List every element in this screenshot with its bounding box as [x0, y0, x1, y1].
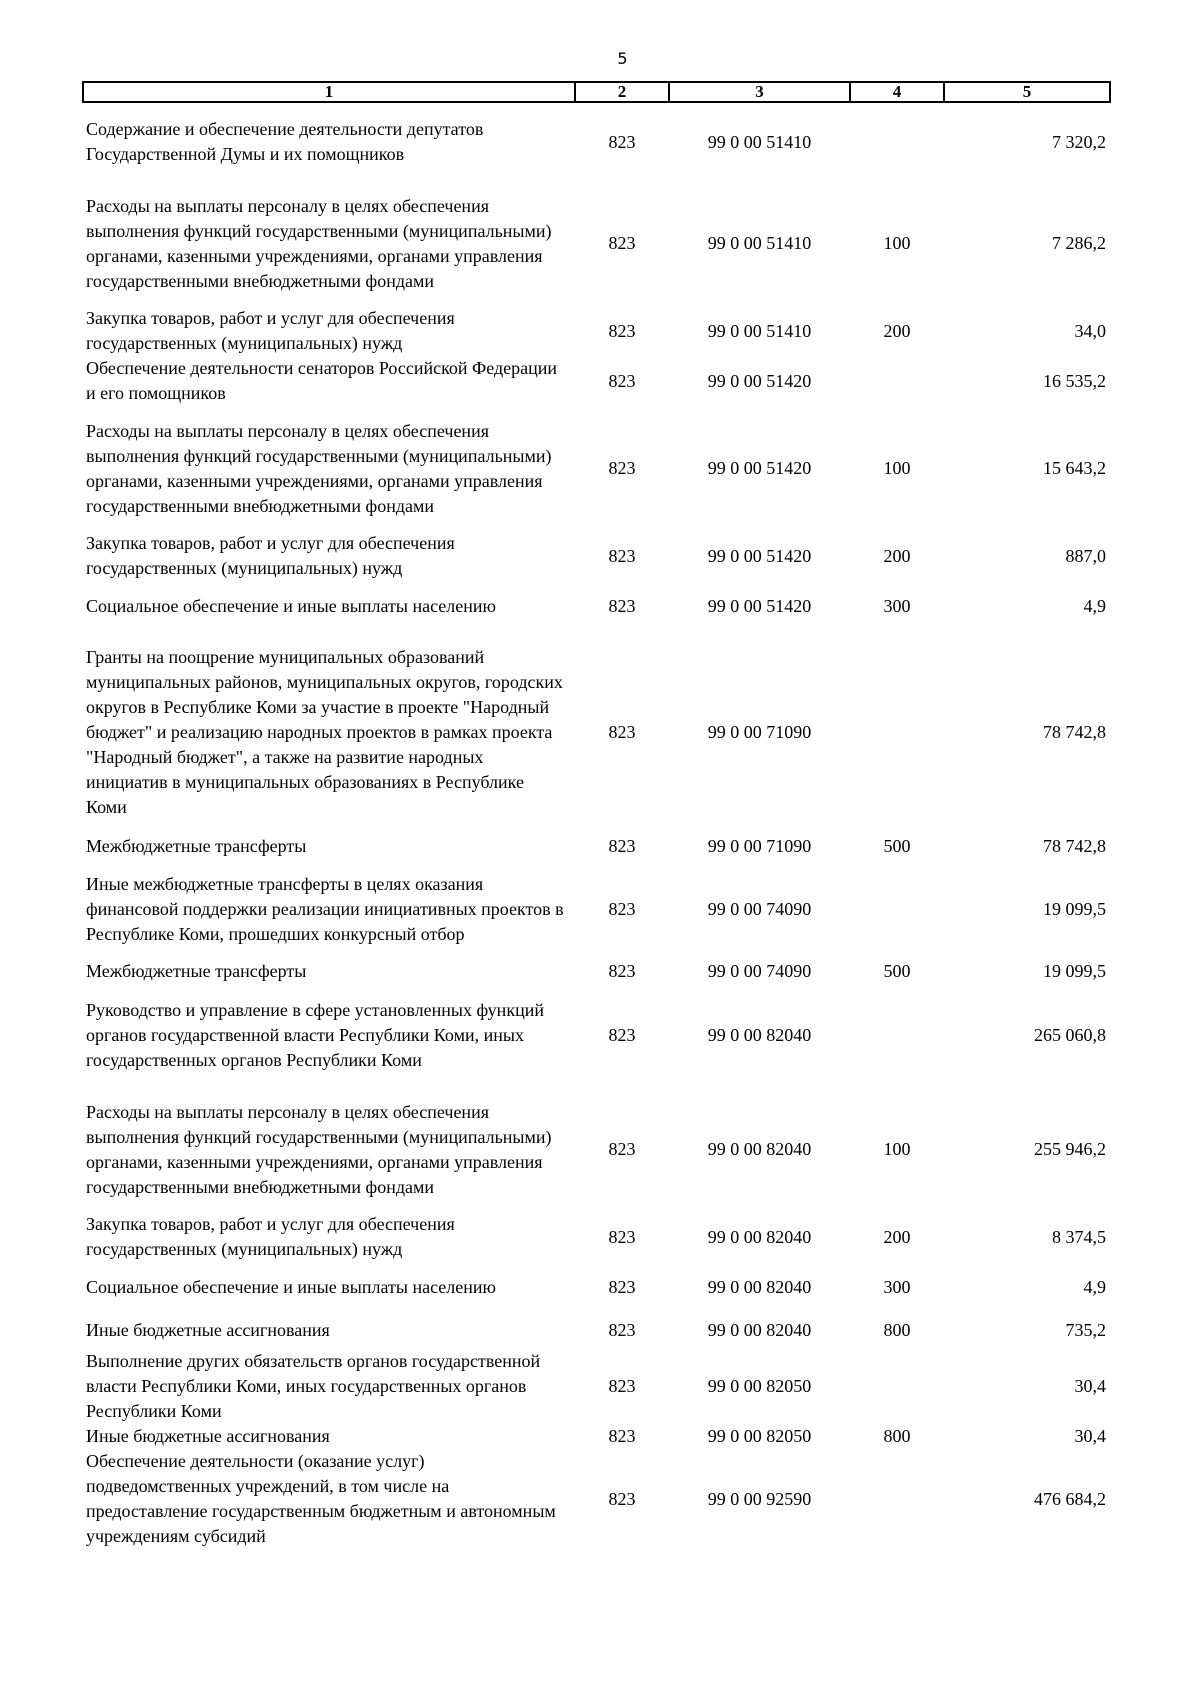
column-header-1: 1 — [83, 82, 575, 102]
row-name: Закупка товаров, работ и услуг для обеспечения государственных (муниципальных) нужд — [86, 1214, 455, 1259]
row-ministry: 823 — [608, 370, 636, 391]
row-name: Иные бюджетные ассигнования — [86, 1320, 330, 1340]
row-expense-type: 300 — [883, 595, 911, 616]
row-ministry: 823 — [608, 458, 636, 478]
row-amount: 34,0 — [1074, 320, 1106, 341]
row-target-article: 99 0 00 82040 — [707, 1025, 812, 1045]
row-amount: 15 643,2 — [1043, 458, 1106, 478]
budget-table — [82, 81, 1111, 1549]
row-ministry: 823 — [608, 595, 636, 616]
row-name: Социальное обеспечение и иные выплаты населению — [86, 1276, 496, 1297]
row-expense-type — [850, 356, 944, 406]
table-row — [83, 959, 1110, 984]
row-name: Расходы на выплаты персоналу в целях обеспечения выполнения функций государственными (муниципальными) органами, казенными учреждениями, органами управления государственными внебюджетными фондами — [86, 420, 552, 516]
table-row — [83, 1262, 1110, 1312]
row-amount: 4,9 — [1083, 1276, 1106, 1297]
row-amount: 16 535,2 — [1043, 370, 1106, 391]
table-row — [83, 406, 1110, 531]
table-row — [83, 531, 1110, 581]
row-target-article: 99 0 00 51410 — [707, 233, 812, 253]
row-expense-type — [850, 1449, 944, 1549]
row-target-article: 99 0 00 51420 — [707, 458, 812, 478]
row-amount: 265 060,8 — [1034, 1025, 1106, 1045]
row-ministry: 823 — [608, 545, 636, 566]
row-target-article: 99 0 00 74090 — [707, 898, 812, 919]
row-ministry: 823 — [608, 836, 636, 856]
row-expense-type: 100 — [883, 1139, 911, 1159]
row-amount: 30,4 — [1074, 1426, 1106, 1446]
table-row — [83, 1449, 1110, 1549]
spacer-row — [83, 631, 1110, 645]
row-expense-type: 800 — [883, 1426, 911, 1446]
row-expense-type — [850, 859, 944, 959]
row-target-article: 99 0 00 82050 — [707, 1376, 812, 1396]
row-ministry: 823 — [608, 1025, 636, 1045]
row-target-article: 99 0 00 92590 — [707, 1488, 812, 1509]
row-name: Расходы на выплаты персоналу в целях обеспечения выполнения функций государственными (муниципальными) органами, казенными учреждениями, органами управления государственными внебюджетными фондами — [86, 195, 552, 291]
row-name: Гранты на поощрение муниципальных образований муниципальных районов, муниципальных округов, городских округов в Республике Коми за участие в проекте "Народный бюджет" и реализацию народных проектов в рамках проекта "Народный бюджет", а также на развитие народных инициатив в муниципальных образованиях в Республике Коми — [86, 647, 563, 817]
row-name: Расходы на выплаты персоналу в целях обеспечения выполнения функций государственными (муниципальными) органами, казенными учреждениями, органами управления государственными внебюджетными фондами — [86, 1101, 552, 1197]
row-expense-type: 500 — [883, 836, 911, 856]
row-name: Иные бюджетные ассигнования — [86, 1426, 330, 1446]
row-expense-type — [850, 117, 944, 167]
row-name: Иные межбюджетные трансферты в целях оказания финансовой поддержки реализации инициативных проектов в Республике Коми, прошедших конкурсный отбор — [86, 873, 564, 944]
spacer-row — [83, 1073, 1110, 1087]
table-row — [83, 581, 1110, 631]
row-target-article: 99 0 00 82040 — [707, 1320, 812, 1340]
row-amount: 4,9 — [1083, 595, 1106, 616]
row-target-article: 99 0 00 74090 — [707, 961, 812, 981]
row-expense-type — [850, 1349, 944, 1424]
table-row — [83, 859, 1110, 959]
row-ministry: 823 — [608, 1276, 636, 1297]
row-expense-type: 200 — [883, 1226, 911, 1247]
row-target-article: 99 0 00 51420 — [707, 595, 812, 616]
row-ministry: 823 — [608, 233, 636, 253]
row-ministry: 823 — [608, 961, 636, 981]
spacer-row — [83, 984, 1110, 998]
column-header-5: 5 — [944, 82, 1110, 102]
row-expense-type: 100 — [883, 233, 911, 253]
row-ministry: 823 — [608, 1139, 636, 1159]
row-amount: 7 286,2 — [1052, 233, 1106, 253]
row-target-article: 99 0 00 51420 — [707, 545, 812, 566]
row-amount: 255 946,2 — [1034, 1139, 1106, 1159]
table-row — [83, 834, 1110, 859]
row-name: Закупка товаров, работ и услуг для обеспечения государственных (муниципальных) нужд — [86, 533, 455, 578]
row-name: Закупка товаров, работ и услуг для обеспечения государственных (муниципальных) нужд — [86, 308, 455, 353]
row-ministry: 823 — [608, 1226, 636, 1247]
row-amount: 19 099,5 — [1043, 898, 1106, 919]
table-row — [83, 998, 1110, 1073]
row-amount: 78 742,8 — [1043, 722, 1106, 742]
row-target-article: 99 0 00 71090 — [707, 722, 812, 742]
table-row — [83, 1087, 1110, 1212]
column-header-4: 4 — [850, 82, 944, 102]
page-number: 5 — [617, 49, 628, 68]
row-ministry: 823 — [608, 1488, 636, 1509]
row-expense-type: 200 — [883, 320, 911, 341]
row-target-article: 99 0 00 82040 — [707, 1226, 812, 1247]
row-ministry: 823 — [608, 722, 636, 742]
row-amount: 30,4 — [1074, 1376, 1106, 1396]
row-expense-type — [850, 645, 944, 820]
row-name: Выполнение других обязательств органов государственной власти Республики Коми, иных государственных органов Республики Коми — [86, 1351, 541, 1421]
column-header-2: 2 — [575, 82, 669, 102]
row-ministry: 823 — [608, 131, 636, 152]
row-name: Межбюджетные трансферты — [86, 961, 307, 981]
header-row — [83, 82, 1110, 102]
row-expense-type: 200 — [883, 545, 911, 566]
table-row — [83, 1424, 1110, 1449]
row-ministry: 823 — [608, 320, 636, 341]
row-name: Социальное обеспечение и иные выплаты населению — [86, 595, 496, 616]
table-row — [83, 1212, 1110, 1262]
row-name: Руководство и управление в сфере установленных функций органов государственной власти Республики Коми, иных государственных органов Республики Коми — [86, 1000, 544, 1070]
column-header-3: 3 — [669, 82, 850, 102]
spacer-row — [83, 167, 1110, 181]
row-expense-type: 100 — [883, 458, 911, 478]
row-ministry: 823 — [608, 1320, 636, 1340]
row-name: Обеспечение деятельности (оказание услуг) подведомственных учреждений, в том числе на предоставление государственным бюджетным и автономным учреждениям субсидий — [86, 1451, 556, 1546]
row-amount: 735,2 — [1065, 1320, 1106, 1340]
row-name: Обеспечение деятельности сенаторов Российской Федерации и его помощников — [86, 358, 558, 403]
table-row — [83, 1349, 1110, 1424]
row-ministry: 823 — [608, 898, 636, 919]
row-amount: 7 320,2 — [1052, 131, 1106, 152]
row-ministry: 823 — [608, 1426, 636, 1446]
row-amount: 19 099,5 — [1043, 961, 1106, 981]
row-target-article: 99 0 00 51410 — [707, 320, 812, 341]
table-row — [83, 356, 1110, 406]
spacer-row — [83, 820, 1110, 834]
row-target-article: 99 0 00 71090 — [707, 836, 812, 856]
table-row — [83, 117, 1110, 167]
table-row — [83, 645, 1110, 820]
row-amount: 8 374,5 — [1052, 1226, 1106, 1247]
row-amount: 476 684,2 — [1034, 1488, 1106, 1509]
row-expense-type: 800 — [883, 1320, 911, 1340]
row-name: Межбюджетные трансферты — [86, 836, 307, 856]
row-ministry: 823 — [608, 1376, 636, 1396]
row-target-article: 99 0 00 51420 — [707, 370, 812, 391]
row-target-article: 99 0 00 82050 — [707, 1426, 812, 1446]
table-row — [83, 181, 1110, 306]
row-expense-type: 500 — [883, 961, 911, 981]
row-target-article: 99 0 00 51410 — [707, 131, 812, 152]
row-target-article: 99 0 00 82040 — [707, 1276, 812, 1297]
row-expense-type — [850, 998, 944, 1073]
spacer-row — [83, 102, 1110, 117]
table-row — [83, 306, 1110, 356]
table-row — [83, 1312, 1110, 1349]
row-expense-type: 300 — [883, 1276, 911, 1297]
row-amount: 887,0 — [1065, 545, 1106, 566]
row-amount: 78 742,8 — [1043, 836, 1106, 856]
row-target-article: 99 0 00 82040 — [707, 1139, 812, 1159]
row-name: Содержание и обеспечение деятельности депутатов Государственной Думы и их помощников — [86, 119, 484, 164]
